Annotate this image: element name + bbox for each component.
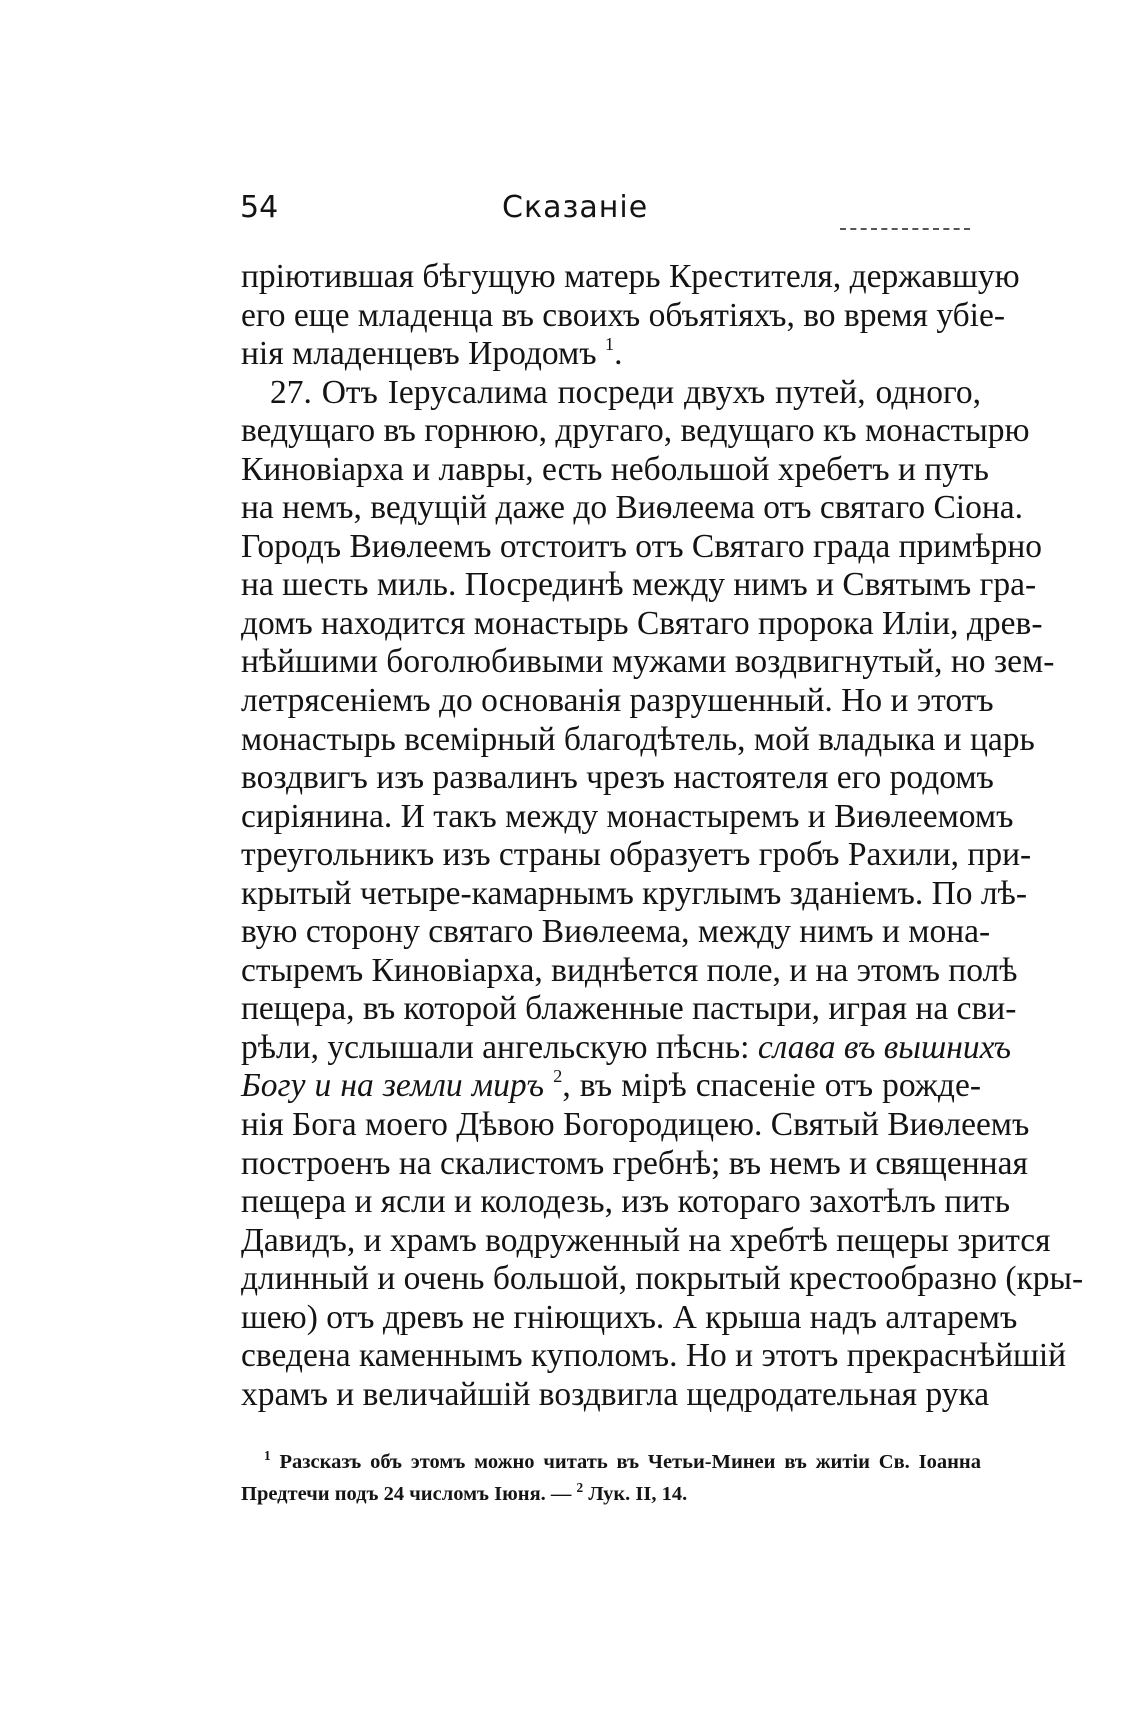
text-line: шею) отъ древъ не гніющихъ. А крыша надъ алтаремъ [241, 1298, 1018, 1336]
text-line: монастырь всемірный благодѣтель, мой владыка и царь [241, 720, 1035, 758]
text-line: Киновіарха и лавры, есть небольшой хребетъ и путь [241, 450, 989, 488]
text-line: на немъ, ведущій даже до Виѳлеема отъ святаго Сіона. [241, 489, 1024, 527]
header-rule [840, 228, 970, 232]
text-line: крытый четыре-камарнымъ круглымъ зданіемъ. По лѣ- [241, 874, 1027, 912]
text-line: ведущаго въ горнюю, другаго, ведущаго къ монастырю [241, 412, 1030, 450]
text-line: сведена каменнымъ куполомъ. Но и этотъ прекраснѣйшій [241, 1337, 1067, 1375]
main-text [241, 258, 1084, 1414]
text-line: пріютившая бѣгущую матерь Крестителя, державшую [241, 258, 1020, 295]
text-line: нія Бога моего Дѣвою Богородицею. Святый Виѳлеемъ [241, 1106, 1030, 1144]
text-line: нія младенцевъ Иродомъ $^1$. [241, 334, 623, 373]
scripture-quote: слава въ вышнихъ [757, 1028, 1012, 1066]
footnote-line [241, 1446, 981, 1478]
text-line [241, 1067, 981, 1106]
running-title: Сказаніе [502, 190, 649, 225]
text-fragment: рѣли, услышали ангельскую пѣснь: [241, 1028, 750, 1066]
text-line: домъ находится монастырь Святаго пророка Иліи, древ- [241, 604, 1043, 642]
text-line: сиріянина. И такъ между монастыремъ и Виѳлеемомъ [241, 797, 1014, 835]
text-line: воздвигъ изъ развалинъ чрезъ настоятеля его родомъ [241, 759, 994, 797]
text-line: Давидъ, и храмъ водруженный на хребтѣ пещеры зрится [241, 1221, 1051, 1259]
text-line: храмъ и величайшій воздвигла щедродательная рука [241, 1375, 990, 1413]
footnote-line [241, 1478, 981, 1510]
text-line: нѣйшими боголюбивыми мужами воздвигнутый, но зем- [241, 643, 1055, 681]
text-fragment: нія младенцевъ Иродомъ [241, 335, 597, 373]
text-line: пещера и ясли и колодезь, изъ котораго захотѣлъ пить [241, 1183, 1010, 1221]
page-number: 54 [240, 190, 279, 225]
text-fragment: , въ мірѣ спасеніе отъ рожде- [562, 1067, 981, 1105]
text-line [241, 1028, 1012, 1068]
text-line: стыремъ Киновіарха, виднѣется поле, и на этомъ полѣ [241, 951, 1018, 989]
text-line: его еще младенца въ своихъ объятіяхъ, во время убіе- [241, 296, 1006, 334]
text-line: длинный и очень большой, покрытый крестообразно (кры- [241, 1260, 1084, 1298]
page-header [240, 186, 980, 230]
scripture-quote: Богу и на земли миръ [241, 1067, 545, 1105]
footnote-marker: 1 [264, 1448, 271, 1464]
footnote-reference: 1 [604, 334, 615, 355]
text-line: Городъ Виѳлеемъ отстоитъ отъ Святаго града примѣрно [241, 527, 1043, 565]
footnotes [241, 1446, 981, 1510]
text-line: на шесть миль. Посрединѣ между нимъ и Святымъ гра- [241, 566, 1037, 604]
text-line: треугольникъ изъ страны образуетъ гробъ Рахили, при- [241, 836, 1032, 874]
text-line: вую сторону святаго Виѳлеема, между нимъ и мона- [241, 913, 991, 951]
text-line: построенъ на скалистомъ гребнѣ; въ немъ и священная [241, 1144, 1028, 1182]
footnote-text: Разсказъ объ этомъ можно читать въ Четьи-Минеи въ житіи Св. Іоанна [279, 1451, 981, 1473]
footnote-reference: 2 [553, 1066, 563, 1087]
paragraph-start-line: 27. Отъ Іерусалима посреди двухъ путей, одного, [270, 373, 981, 411]
text-line: летрясеніемъ до основанія разрушенный. Но и этотъ [241, 682, 994, 720]
text-line: пещера, въ которой блаженные пастыри, играя на сви- [241, 990, 1017, 1028]
footnote-text: Предтечи подъ 24 числомъ Іюня. — [241, 1483, 572, 1505]
footnote-marker: 2 [576, 1480, 584, 1496]
footnote-text: Лук. II, 14. [588, 1483, 688, 1505]
